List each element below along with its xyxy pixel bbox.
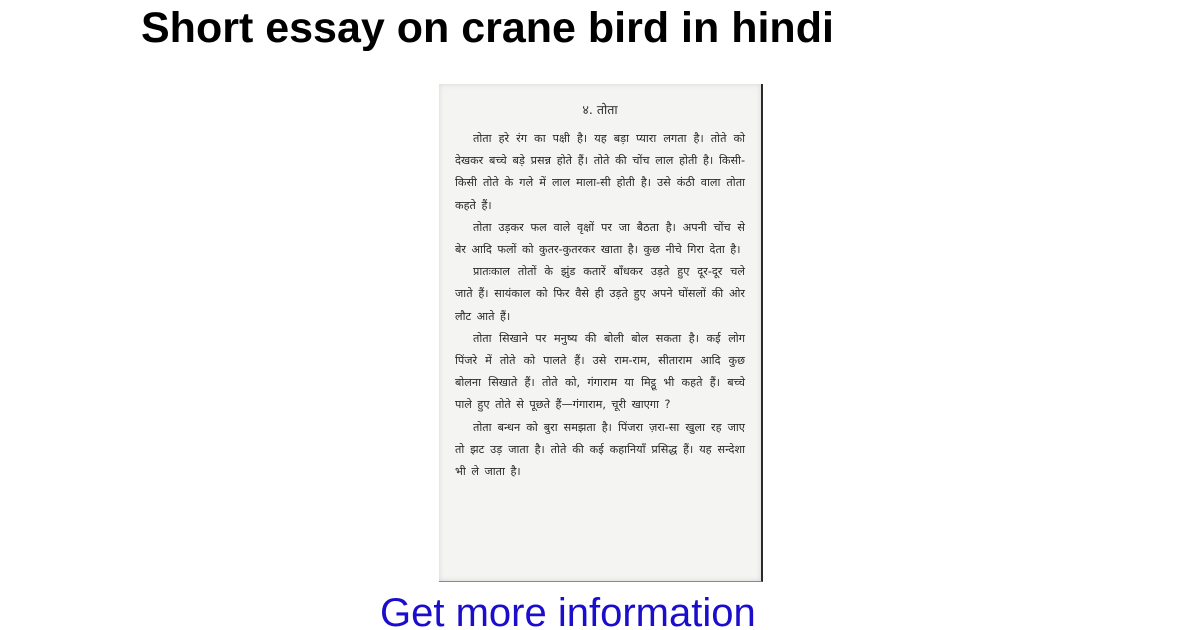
scanned-essay-image: [439, 84, 763, 582]
essay-paragraph: प्रातःकाल तोतों के झुंड कतारें बाँधकर उड़ते हुए दूर-दूर चले जाते हैं। सायंकाल को फिर वैसे ही उड़ते हुए अपने घोंसलों की ओर लौट आते हैं।: [455, 265, 745, 323]
essay-paragraph: तोता हरे रंग का पक्षी है। यह बड़ा प्यारा लगता है। तोते को देखकर बच्चे बड़े प्रसन्न होते हैं। तोते की चोंच लाल होती है। किसी-किसी तोते के गले में लाल माला-सी होती है। उसे कंठी वाला तोता कहते हैं।: [455, 132, 745, 212]
essay-text-block: [455, 98, 745, 483]
essay-paragraph: तोता उड़कर फल वाले वृक्षों पर जा बैठता है। अपनी चोंच से बेर आदि फलों को कुतर-कुतरकर खाता है। कुछ नीचे गिरा देता है।: [455, 220, 745, 257]
page-title: Short essay on crane bird in hindi: [141, 4, 834, 52]
essay-paragraph: तोता बन्धन को बुरा समझता है। पिंजरा ज़रा-सा खुला रह जाए तो झट उड़ जाता है। तोते की कई कहानियाँ प्रसिद्ध हैं। यह सन्देशा भी ले जाता है।: [455, 420, 745, 479]
essay-paragraph: तोता सिखाने पर मनुष्य की बोली बोल सकता है। कई लोग पिंजरे में तोते को पालते हैं। उसे राम-राम, सीताराम आदि कुछ बोलना सिखाते हैं। तोते को, गंगाराम या मिट्ठू भी कहते हैं। बच्चे पाले हुए तोते से पूछते हैं—गंगाराम, चूरी खाएगा ?: [455, 331, 745, 412]
essay-heading: ४. तोता: [582, 102, 618, 117]
get-more-information-link[interactable]: Get more information: [380, 591, 756, 630]
